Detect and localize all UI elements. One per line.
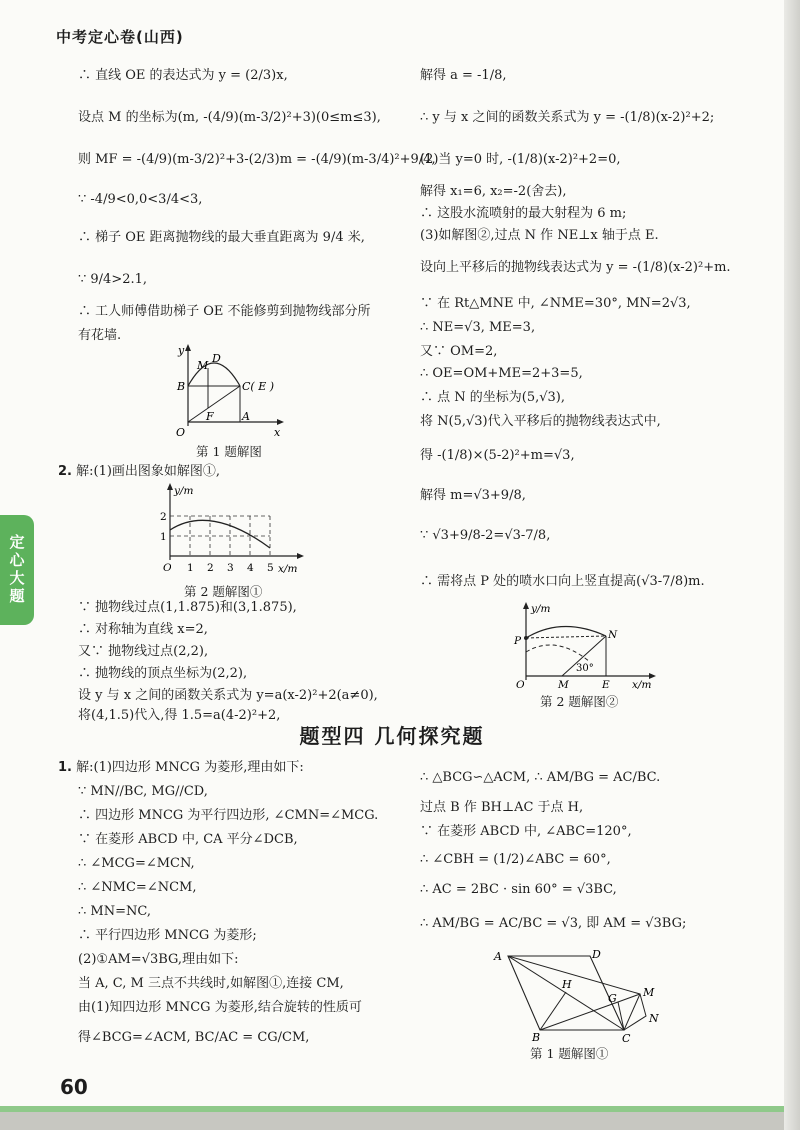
question-lead: 解:(1)画出图象如解图①,: [76, 464, 221, 479]
fig2a-xtick: 1: [187, 562, 194, 574]
text-line: 得 -(1/8)×(5-2)²+m=√3,: [420, 448, 575, 463]
line-am: [508, 956, 640, 994]
fig2a-xtick: 4: [247, 562, 254, 574]
text-line: 将 N(5,√3)代入平移后的抛物线表达式中,: [420, 414, 661, 429]
text-line: 解得 m=√3+9/8,: [420, 488, 526, 503]
fig2a-xlabel: x/m: [278, 563, 298, 575]
text-line: ∵ 抛物线过点(1,1.875)和(3,1.875),: [78, 600, 297, 615]
geo-label-h: H: [562, 978, 572, 991]
text-line: ∵ 在 Rt△MNE 中, ∠NME=30°, MN=2√3,: [420, 296, 691, 311]
geo-label-n: N: [649, 1012, 659, 1025]
page-edge-bottom: [0, 1106, 784, 1130]
text-line: ∴ 直线 OE 的表达式为 y = (2/3)x,: [78, 68, 288, 83]
geo-label-a: A: [494, 950, 502, 963]
geo-label-d: D: [592, 948, 601, 961]
question-2-lead: [58, 464, 220, 480]
page-number: 60: [60, 1075, 88, 1099]
line-pn: [526, 636, 606, 638]
text-line: 过点 B 作 BH⊥AC 于点 H,: [420, 800, 584, 815]
fig1-label-d: D: [212, 352, 221, 365]
figure-caption: 第 2 题解图②: [540, 694, 619, 709]
text-line: ∴ 这股水流喷射的最大射程为 6 m;: [420, 206, 627, 221]
fig1-label-o: O: [176, 426, 186, 439]
text-line: 由(1)知四边形 MNCG 为菱形,结合旋转的性质可: [78, 1000, 362, 1015]
figure-2-1: [150, 482, 310, 582]
fig2a-xtick: 3: [227, 562, 234, 574]
text-line: ∴ ∠CBH = (1/2)∠ABC = 60°,: [420, 852, 611, 867]
text-line: ∴ 抛物线的顶点坐标为(2,2),: [78, 666, 248, 681]
figure-caption: 第 1 题解图: [196, 444, 262, 459]
text-line: ∴ NE=√3, ME=3,: [420, 320, 536, 335]
question-lead: 解:(1)四边形 MNCG 为菱形,理由如下:: [76, 760, 304, 775]
text-line: 将(4,1.5)代入,得 1.5=a(4-2)²+2,: [78, 708, 281, 723]
fig2b-label-o: O: [516, 679, 525, 691]
figure-1: [168, 342, 286, 440]
text-line: ∴ ∠NMC=∠NCM,: [78, 880, 197, 895]
fig1-label-f: F: [206, 410, 214, 423]
fig2b-label-e: E: [602, 679, 610, 691]
text-line: ∴ 点 N 的坐标为(5,√3),: [420, 390, 566, 405]
text-line: (2)①AM=√3BG,理由如下:: [78, 952, 239, 967]
fig1-label-x: x: [274, 426, 281, 439]
text-line: (2)当 y=0 时, -(1/8)(x-2)²+2=0,: [420, 152, 621, 167]
fig2a-ytick: 2: [160, 511, 167, 523]
page-header: 中考定心卷(山西): [56, 28, 184, 46]
text-line: (3)如解图②,过点 N 作 NE⊥x 轴于点 E.: [420, 228, 659, 243]
fig2b-label-n: N: [608, 629, 618, 641]
shifted-parabola: [526, 626, 606, 638]
page-edge-right: [784, 0, 800, 1130]
fig1-label-y: y: [178, 344, 185, 357]
y-arrow: [167, 483, 173, 490]
fig1-label-m: M: [197, 359, 209, 372]
ladder-oe: [188, 386, 240, 422]
line-bg: [540, 1002, 618, 1030]
text-line: ∴ 梯子 OE 距离抛物线的最大垂直距离为 9/4 米,: [78, 230, 365, 245]
geo-label-c: C: [622, 1032, 631, 1044]
y-arrow: [185, 344, 191, 351]
fig2b-label-y: y/m: [531, 603, 551, 615]
text-line: ∵ √3+9/8-2=√3-7/8,: [420, 528, 551, 543]
text-line: 又∵ 抛物线过点(2,2),: [78, 644, 209, 659]
text-line: ∴ y 与 x 之间的函数关系式为 y = -(1/8)(x-2)²+2;: [420, 110, 715, 125]
text-line: ∴ AM/BG = AC/BC = √3, 即 AM = √3BG;: [420, 916, 687, 931]
text-line: ∴ OE=OM+ME=2+3=5,: [420, 366, 583, 381]
fig1-label-c: C( E ): [242, 380, 275, 393]
text-line: 设点 M 的坐标为(m, -(4/9)(m-3/2)²+3)(0≤m≤3),: [78, 110, 381, 125]
geo-label-b: B: [532, 1031, 541, 1044]
text-line: 则 MF = -(4/9)(m-3/2)²+3-(2/3)m = -(4/9)(m-3/4)²+9/4,: [78, 152, 436, 167]
figure-geo-1: [486, 944, 666, 1044]
text-line: ∴ AC = 2BC · sin 60° = √3BC,: [420, 882, 617, 897]
text-line: 当 A, C, M 三点不共线时,如解图①,连接 CM,: [78, 976, 344, 991]
point-p: [524, 636, 528, 640]
fig2b-label-angle: 30°: [576, 663, 594, 674]
text-line: ∴ ∠MCG=∠MCN,: [78, 856, 195, 871]
x-arrow: [277, 419, 284, 425]
fig1-label-b: B: [177, 380, 186, 393]
text-line: 得∠BCG=∠ACM, BC/AC = CG/CM,: [78, 1030, 310, 1045]
question-number: 1.: [58, 760, 72, 775]
text-line: ∴ 需将点 P 处的喷水口向上竖直提高(√3-7/8)m.: [420, 574, 705, 589]
geo-label-g: G: [608, 992, 617, 1005]
fig2a-xtick: 2: [207, 562, 214, 574]
fig1-label-a: A: [242, 410, 250, 423]
text-line: ∴ 四边形 MNCG 为平行四边形, ∠CMN=∠MCG.: [78, 808, 379, 823]
parabola-arc: [188, 363, 240, 386]
text-line: 设向上平移后的抛物线表达式为 y = -(1/8)(x-2)²+m.: [420, 260, 731, 275]
question-number: 2.: [58, 464, 72, 479]
text-line: ∴ 平行四边形 MNCG 为菱形;: [78, 928, 257, 943]
x-arrow: [297, 553, 304, 559]
text-line: ∴ MN=NC,: [78, 904, 151, 919]
text-line: 解得 x₁=6, x₂=-2(舍去),: [420, 184, 567, 199]
line-bh: [540, 992, 566, 1030]
text-line: 解得 a = -1/8,: [420, 68, 507, 83]
text-line: ∴ △BCG∽△ACM, ∴ AM/BG = AC/BC.: [420, 770, 661, 785]
figure-2-2: [506, 600, 676, 692]
text-line: 设 y 与 x 之间的函数关系式为 y=a(x-2)²+2(a≠0),: [78, 688, 378, 703]
text-line: ∴ 对称轴为直线 x=2,: [78, 622, 208, 637]
y-arrow: [523, 602, 529, 609]
fig2b-label-x: x/m: [632, 679, 652, 691]
side-tab-label: 定心大题: [7, 534, 26, 606]
fig2a-xtick: O: [163, 562, 172, 574]
fig2b-label-p: P: [514, 635, 522, 647]
geo-label-m: M: [643, 986, 655, 999]
fig2a-xtick: 5: [267, 562, 274, 574]
text-line: ∵ MN//BC, MG//CD,: [78, 784, 208, 799]
text-line: 又∵ OM=2,: [420, 344, 498, 359]
figure-caption: 第 1 题解图①: [530, 1046, 609, 1061]
question-1-lead: [58, 760, 304, 776]
text-line: ∴ 工人师傅借助梯子 OE 不能修剪到抛物线部分所: [78, 304, 371, 319]
section-title: 题型四 几何探究题: [299, 724, 485, 748]
text-line: ∵ -4/9<0,0<3/4<3,: [78, 192, 203, 207]
side-tab: [0, 515, 34, 625]
text-line: ∵ 在菱形 ABCD 中, ∠ABC=120°,: [420, 824, 632, 839]
figure-caption: 第 2 题解图①: [184, 584, 263, 599]
text-line: 有花墙.: [78, 328, 122, 343]
fig2a-ylabel: y/m: [174, 485, 194, 497]
fig2b-label-m: M: [558, 679, 569, 691]
fig2a-ytick: 1: [160, 531, 167, 543]
text-line: ∵ 在菱形 ABCD 中, CA 平分∠DCB,: [78, 832, 298, 847]
parabola-curve: [170, 520, 270, 548]
text-line: ∵ 9/4>2.1,: [78, 272, 148, 287]
